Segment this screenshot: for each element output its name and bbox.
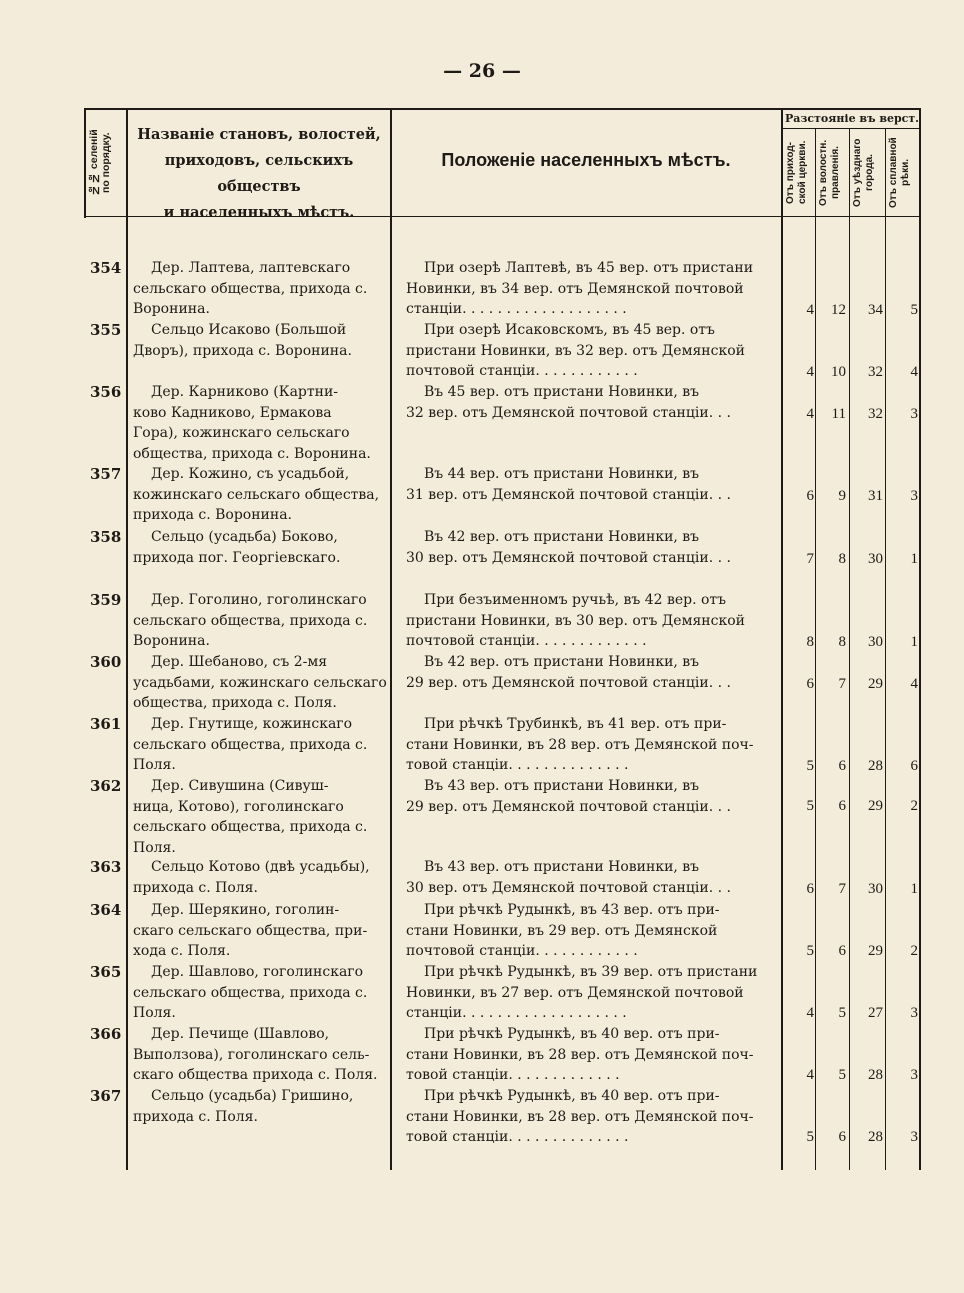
dist-church: 5 xyxy=(806,798,814,814)
dist-volost: 9 xyxy=(838,488,846,504)
entry-name xyxy=(133,962,387,1024)
dist-river: 4 xyxy=(910,364,918,380)
entry-name xyxy=(133,776,387,858)
dist-river: 1 xyxy=(910,634,918,650)
dist-volost: 5 xyxy=(838,1005,846,1021)
table-top-rule xyxy=(84,108,920,110)
entry-position xyxy=(406,776,774,817)
entry-name-line: Дворъ), прихода с. Воронина. xyxy=(133,342,352,359)
entry-position-line: станціи. . . . . . . . . . . . . . . . . . . xyxy=(406,301,627,317)
entry-name-line: усадьбами, кожинскаго сельскаго xyxy=(133,674,387,691)
entry-name-line: Дер. Лаптева, лаптевскаго xyxy=(151,260,351,276)
dist-church: 5 xyxy=(806,943,814,959)
entry-name-line: Сельцо (усадьба) Боково, xyxy=(151,529,338,545)
entry-position-line: товой станціи. . . . . . . . . . . . . . xyxy=(406,757,629,773)
entry-name-line: Поля. xyxy=(133,839,176,856)
dist-volost: 7 xyxy=(838,676,846,692)
dist-volost: 5 xyxy=(838,1067,846,1083)
entry-number: 359 xyxy=(90,591,122,609)
entry-name-line: прихода с. Воронина. xyxy=(133,507,293,523)
dist-church: 4 xyxy=(806,1005,814,1021)
header-names-line-1: Названіе становъ, волостей, xyxy=(137,126,381,143)
entry-position xyxy=(406,857,774,898)
entry-position xyxy=(406,1024,774,1086)
entry-name-line: Сельцо (усадьба) Гришино, xyxy=(151,1088,354,1104)
entry-name xyxy=(133,857,387,898)
table-left-rule xyxy=(84,108,86,218)
dist-church: 4 xyxy=(806,406,814,422)
dist-town: 30 xyxy=(868,881,883,897)
entry-name xyxy=(133,320,387,361)
dist-river: 3 xyxy=(910,1067,918,1083)
dist-river: 3 xyxy=(910,1005,918,1021)
dist-town: 28 xyxy=(868,1129,883,1145)
entry-position-line: стани Новинки, въ 28 вер. отъ Демянской поч- xyxy=(406,1046,754,1063)
dist-town: 27 xyxy=(868,1005,883,1021)
entry-position xyxy=(406,527,774,568)
entry-name-line: Гора), кожинскаго сельскаго xyxy=(133,425,350,441)
dist-volost: 8 xyxy=(838,634,846,650)
dist-volost: 6 xyxy=(838,798,846,814)
dist-river: 6 xyxy=(910,758,918,774)
entry-name-line: хода с. Поля. xyxy=(133,943,231,959)
header-dist-river-line-1: Отъ сплавной xyxy=(888,137,899,208)
entry-position xyxy=(406,464,774,505)
entry-name-line: Дер. Кожино, съ усадьбой, xyxy=(151,466,350,482)
entry-position-line: станціи. . . . . . . . . . . . . . . . . . . xyxy=(406,1005,627,1021)
entry-position-line: пристани Новинки, въ 30 вер. отъ Демянской xyxy=(406,612,745,629)
entry-name-line: Выползова), гоголинскаго сель- xyxy=(133,1046,370,1063)
dist-volost: 6 xyxy=(838,943,846,959)
entry-name xyxy=(133,258,387,320)
dist-town: 28 xyxy=(868,758,883,774)
entry-name xyxy=(133,590,387,652)
header-dist-river-line-2: рѣки. xyxy=(900,158,911,187)
entry-name xyxy=(133,527,387,568)
entry-position xyxy=(406,652,774,693)
entry-number: 357 xyxy=(90,465,122,483)
dist-town: 32 xyxy=(868,406,883,422)
header-dist-town-line-2: города. xyxy=(864,154,875,191)
entry-name-line: ница, Котово), гоголинскаго xyxy=(133,798,344,815)
entry-name-line: кожинскаго сельскаго общества, xyxy=(133,486,380,503)
page-number: — 26 — xyxy=(443,60,521,82)
dist-town: 29 xyxy=(868,798,883,814)
dist-church: 6 xyxy=(806,881,814,897)
dist-town: 28 xyxy=(868,1067,883,1083)
header-names-col xyxy=(128,122,390,226)
entry-position-line: 29 вер. отъ Демянской почтовой станціи. . . xyxy=(406,798,731,815)
entry-number: 365 xyxy=(90,963,122,981)
entry-position-line: Новинки, въ 34 вер. отъ Демянской почтовой xyxy=(406,280,744,297)
dist-town: 29 xyxy=(868,676,883,692)
entry-position xyxy=(406,590,774,652)
entry-position-line: При безъименномъ ручьѣ, въ 42 вер. отъ xyxy=(424,592,727,608)
entry-name-line: прихода пог. Георгіевскаго. xyxy=(133,549,341,566)
entry-number: 355 xyxy=(90,321,122,339)
entry-number: 360 xyxy=(90,653,122,671)
entry-position-line: стани Новинки, въ 28 вер. отъ Демянской поч- xyxy=(406,1108,754,1125)
entry-number: 354 xyxy=(90,259,122,277)
entry-position-line: товой станціи. . . . . . . . . . . . . . xyxy=(406,1129,629,1145)
header-position-col: Положеніе населенныхъ мѣстъ. xyxy=(441,150,731,170)
entry-position-line: почтовой станціи. . . . . . . . . . . . xyxy=(406,943,638,959)
entry-position-line: Въ 43 вер. отъ пристани Новинки, въ xyxy=(424,778,700,794)
entry-position-line: 31 вер. отъ Демянской почтовой станціи. . . xyxy=(406,486,731,503)
entry-name-line: Дер. Печище (Шавлово, xyxy=(151,1026,330,1042)
dist-river: 5 xyxy=(910,302,918,318)
header-dist-town xyxy=(852,130,883,215)
entry-name-line: прихода с. Поля. xyxy=(133,1108,258,1125)
entry-position xyxy=(406,714,774,776)
entry-name-line: Поля. xyxy=(133,1005,176,1021)
entry-position-line: стани Новинки, въ 29 вер. отъ Демянской xyxy=(406,922,718,939)
entry-position-line: 30 вер. отъ Демянской почтовой станціи. . . xyxy=(406,549,731,566)
dist-church: 6 xyxy=(806,676,814,692)
entry-name-line: Дер. Шавлово, гоголинскаго xyxy=(151,964,364,980)
header-names-line-3: и населенныхъ мѣстъ. xyxy=(163,204,355,221)
entry-number: 367 xyxy=(90,1087,122,1105)
col-divider-position xyxy=(781,108,783,1170)
col-divider-dist-3 xyxy=(885,128,886,1170)
entry-name-line: сельскаго общества, прихода с. xyxy=(133,819,368,835)
entry-name-line: скаго общества прихода с. Поля. xyxy=(133,1067,378,1083)
entry-position-line: При рѣчкѣ Трубинкѣ, въ 41 вер. отъ при- xyxy=(424,716,727,732)
entry-name-line: Дер. Гоголино, гоголинскаго xyxy=(151,592,367,608)
entry-name-line: Дер. Гнутище, кожинскаго xyxy=(151,716,353,732)
header-dist-church-line-2: ской церкви. xyxy=(797,140,808,205)
dist-river: 1 xyxy=(910,881,918,897)
entry-position-line: Въ 42 вер. отъ пристани Новинки, въ xyxy=(424,654,700,670)
entry-position-line: Въ 42 вер. отъ пристани Новинки, въ xyxy=(424,529,700,545)
dist-town: 30 xyxy=(868,634,883,650)
dist-church: 5 xyxy=(806,758,814,774)
entry-position-line: При рѣчкѣ Рудынкѣ, въ 39 вер. отъ пристани xyxy=(424,964,758,980)
entry-name-line: сельскаго общества, прихода с. xyxy=(133,280,368,297)
dist-town: 31 xyxy=(868,488,883,504)
dist-volost: 12 xyxy=(831,302,846,318)
entry-number: 362 xyxy=(90,777,122,795)
entry-position-line: При рѣчкѣ Рудынкѣ, въ 43 вер. отъ при- xyxy=(424,902,720,918)
entry-position-line: Новинки, въ 27 вер. отъ Демянской почтовой xyxy=(406,984,744,1001)
header-dist-church xyxy=(785,130,813,215)
entry-name-line: общества, прихода с. Поля. xyxy=(133,695,337,711)
entry-number: 363 xyxy=(90,858,122,876)
entry-position-line: пристани Новинки, въ 32 вер. отъ Демянской xyxy=(406,342,745,359)
entry-name-line: скаго сельскаго общества, при- xyxy=(133,922,368,939)
header-dist-church-line-1: Отъ приход- xyxy=(785,141,796,204)
header-distance-title: Разстояніе въ верст. xyxy=(784,112,920,125)
entry-name xyxy=(133,900,387,962)
entry-position-line: При озерѣ Лаптевѣ, въ 45 вер. отъ пристани xyxy=(424,260,754,276)
entry-name-line: Сельцо Котово (двѣ усадьбы), xyxy=(151,859,370,875)
dist-church: 8 xyxy=(806,634,814,650)
entry-name-line: общества, прихода с. Воронина. xyxy=(133,445,371,462)
entry-name xyxy=(133,464,387,526)
entry-name xyxy=(133,652,387,714)
distance-header-rule xyxy=(783,128,920,129)
dist-volost: 7 xyxy=(838,881,846,897)
entry-position xyxy=(406,962,774,1024)
dist-volost: 11 xyxy=(831,406,846,422)
entry-position-line: 29 вер. отъ Демянской почтовой станціи. . . xyxy=(406,674,731,691)
entry-number: 366 xyxy=(90,1025,122,1043)
entry-name-line: Дер. Сивушина (Сивуш- xyxy=(151,778,329,794)
dist-church: 4 xyxy=(806,1067,814,1083)
header-dist-volost-line-1: Отъ волостн. xyxy=(818,139,829,206)
entry-name-line: сельскаго общества, прихода с. xyxy=(133,612,368,629)
entry-name-line: Воронина. xyxy=(133,301,210,317)
dist-river: 2 xyxy=(910,798,918,814)
entry-position-line: почтовой станціи. . . . . . . . . . . . . xyxy=(406,633,647,649)
entry-number: 356 xyxy=(90,383,122,401)
entry-name-line: Дер. Шерякино, гоголин- xyxy=(151,902,340,918)
entry-name xyxy=(133,1086,387,1127)
entry-position-line: Въ 43 вер. отъ пристани Новинки, въ xyxy=(424,859,700,875)
entry-position-line: При рѣчкѣ Рудынкѣ, въ 40 вер. отъ при- xyxy=(424,1026,720,1042)
entry-name-line: Воронина. xyxy=(133,633,210,649)
header-dist-river xyxy=(888,130,918,215)
entry-name xyxy=(133,382,387,464)
header-dist-town-line-1: Отъ уѣзднаго xyxy=(852,138,863,207)
col-divider-num xyxy=(126,108,128,1170)
entry-position-line: 32 вер. отъ Демянской почтовой станціи. . . xyxy=(406,404,731,421)
dist-river: 4 xyxy=(910,676,918,692)
entry-position xyxy=(406,258,774,320)
dist-river: 2 xyxy=(910,943,918,959)
entry-name xyxy=(133,1024,387,1086)
entry-position xyxy=(406,900,774,962)
entry-position xyxy=(406,1086,774,1148)
entry-name-line: сельскаго общества, прихода с. xyxy=(133,736,368,753)
dist-river: 3 xyxy=(910,406,918,422)
entry-position-line: стани Новинки, въ 28 вер. отъ Демянской поч- xyxy=(406,736,754,753)
header-num-line-2: по порядку. xyxy=(100,132,112,193)
header-dist-volost xyxy=(818,130,847,215)
dist-church: 5 xyxy=(806,1129,814,1145)
entry-position xyxy=(406,320,774,382)
entry-name-line: Поля. xyxy=(133,757,176,773)
dist-river: 3 xyxy=(910,488,918,504)
dist-volost: 6 xyxy=(838,1129,846,1145)
header-names-line-2: приходовъ, сельскихъ обществъ xyxy=(164,152,354,195)
entry-name-line: Дер. Шебаново, съ 2-мя xyxy=(151,654,328,670)
dist-volost: 8 xyxy=(838,551,846,567)
dist-town: 34 xyxy=(868,302,883,318)
entry-position-line: При озерѣ Исаковскомъ, въ 45 вер. отъ xyxy=(424,322,715,338)
entry-number: 364 xyxy=(90,901,122,919)
dist-river: 1 xyxy=(910,551,918,567)
entry-position-line: товой станціи. . . . . . . . . . . . . xyxy=(406,1067,620,1083)
dist-church: 7 xyxy=(806,551,814,567)
entry-position-line: Въ 45 вер. отъ пристани Новинки, въ xyxy=(424,384,700,400)
dist-volost: 10 xyxy=(831,364,846,380)
header-num-line-1: №№ селеній xyxy=(88,129,100,196)
entry-number: 361 xyxy=(90,715,122,733)
dist-church: 4 xyxy=(806,364,814,380)
dist-church: 6 xyxy=(806,488,814,504)
dist-volost: 6 xyxy=(838,758,846,774)
dist-town: 32 xyxy=(868,364,883,380)
entry-position-line: 30 вер. отъ Демянской почтовой станціи. . . xyxy=(406,879,731,896)
entry-name xyxy=(133,714,387,776)
entry-position xyxy=(406,382,774,423)
dist-town: 29 xyxy=(868,943,883,959)
entry-name-line: сельскаго общества, прихода с. xyxy=(133,984,368,1001)
entry-name-line: Дер. Карниково (Картни- xyxy=(151,384,339,400)
dist-church: 4 xyxy=(806,302,814,318)
dist-town: 30 xyxy=(868,551,883,567)
entry-name-line: прихода с. Поля. xyxy=(133,879,258,896)
entry-number: 358 xyxy=(90,528,122,546)
header-dist-volost-line-2: правленія. xyxy=(830,146,841,199)
dist-river: 3 xyxy=(910,1129,918,1145)
table-right-rule xyxy=(919,108,921,1170)
entry-name-line: ково Кадниково, Ермакова xyxy=(133,404,332,421)
entry-position-line: При рѣчкѣ Рудынкѣ, въ 40 вер. отъ при- xyxy=(424,1088,720,1104)
col-divider-names xyxy=(390,108,392,1170)
entry-name-line: Сельцо Исаково (Большой xyxy=(151,322,347,338)
entry-position-line: почтовой станціи. . . . . . . . . . . . xyxy=(406,363,638,379)
entry-position-line: Въ 44 вер. отъ пристани Новинки, въ xyxy=(424,466,700,482)
header-num-col xyxy=(88,110,124,215)
